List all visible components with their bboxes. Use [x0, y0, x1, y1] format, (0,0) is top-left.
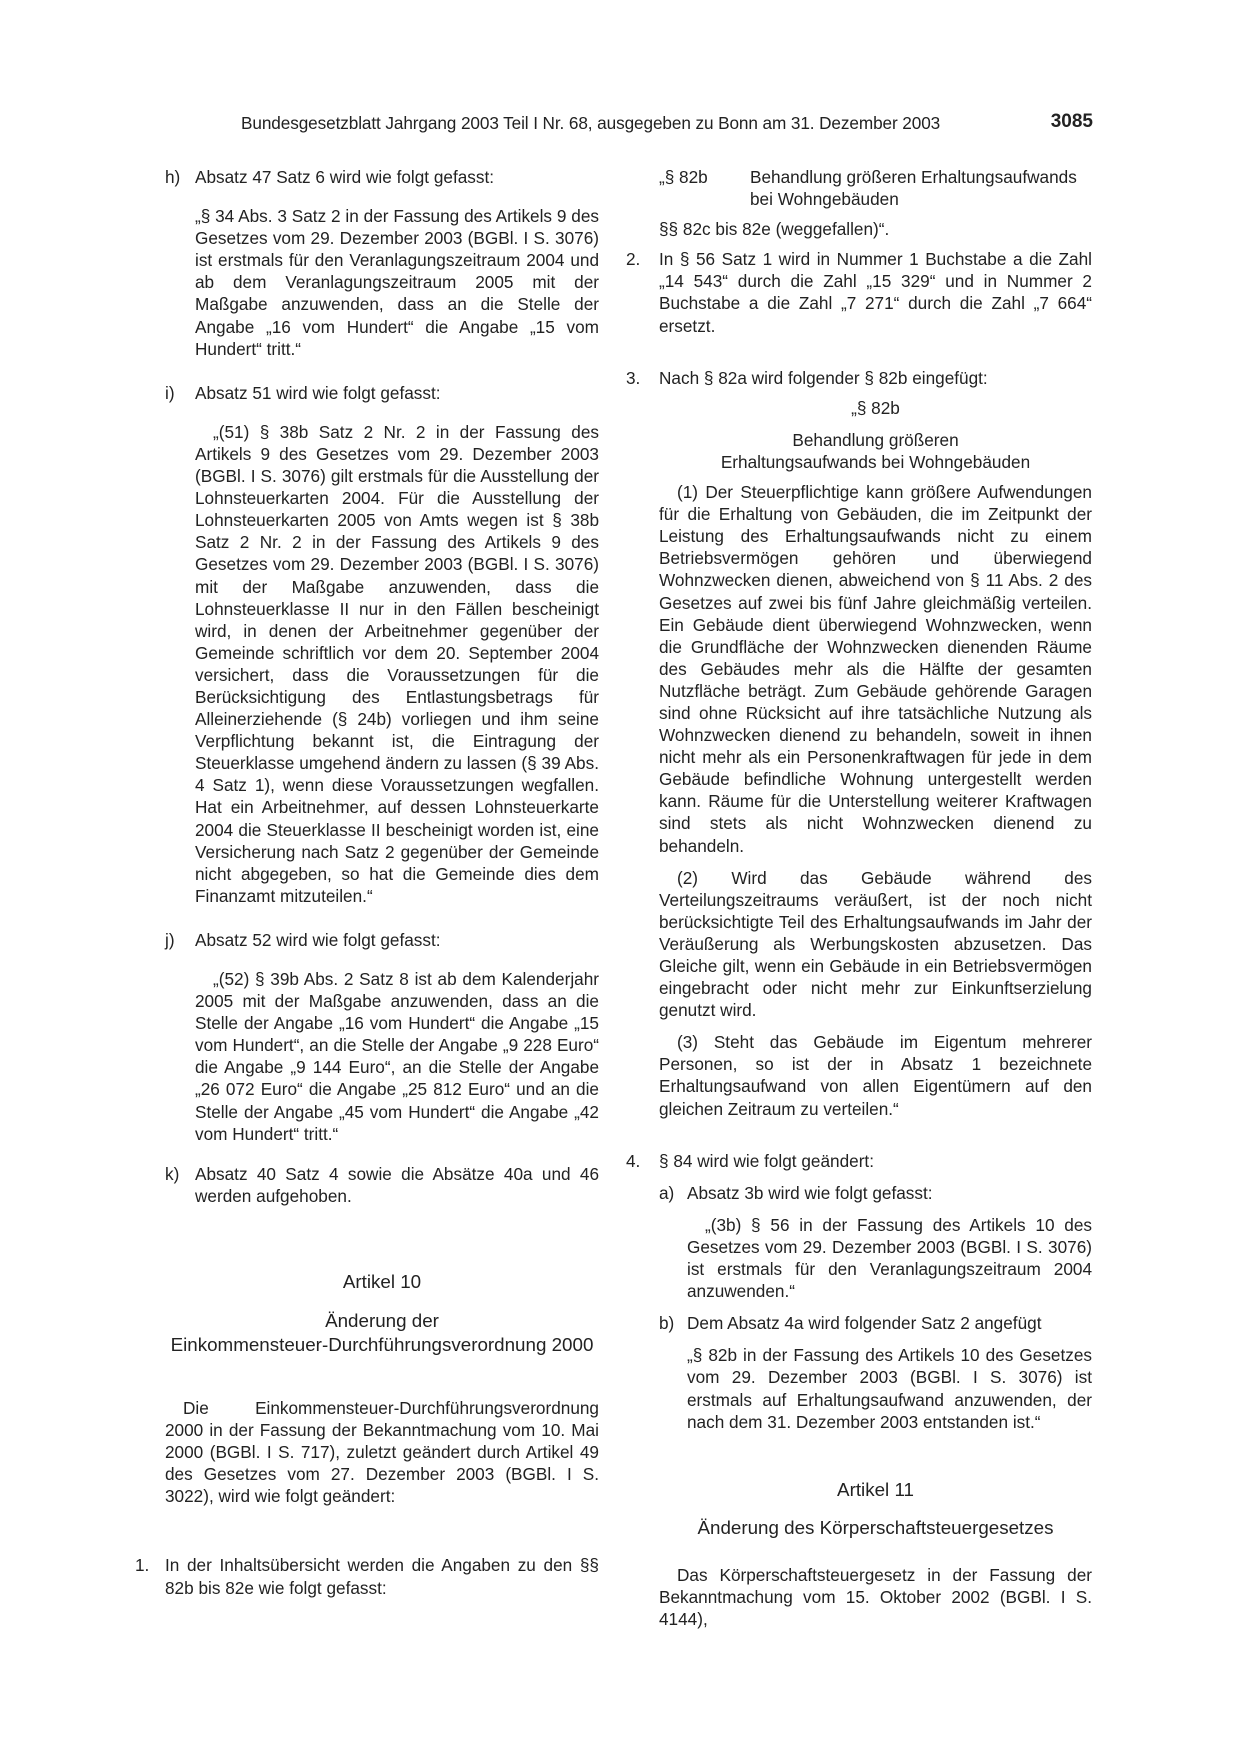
- item-label: k): [165, 1163, 180, 1184]
- section-82b-para-3: (3) Steht das Gebäude im Eigentum mehrerer Personen, so ist der in Absatz 1 bezeichnete Erhaltungsaufwand von allen Eigentümern auf den gleichen Zeitraum zu verteilen.“: [659, 1032, 1092, 1119]
- list-item-i: [165, 382, 599, 404]
- article-11-title: Artikel 11: [837, 1478, 914, 1500]
- toc-paragraph: „§ 82b: [659, 167, 708, 187]
- list-item-k: [165, 1163, 599, 1207]
- item-label: i): [165, 382, 175, 403]
- item-text: In der Inhaltsübersicht werden die Angaben zu den §§ 82b bis 82e wie folgt gefasst:: [165, 1555, 599, 1598]
- item-label: h): [165, 167, 181, 187]
- list-item-3: [626, 367, 1092, 389]
- article-10-subtitle-2: Einkommensteuer-Durchführungsverordnung 2000: [170, 1333, 594, 1355]
- item-text: Nach § 82a wird folgender § 82b eingefügt:: [659, 367, 988, 388]
- quote-j: „(52) § 39b Abs. 2 Satz 8 ist ab dem Kalenderjahr 2005 mit der Maßgabe anzuwenden, dass an die Stelle der Angabe „16 vom Hundert“ die Angabe „15 vom Hundert“, an die Stelle der Angabe „9 228 Euro“ die Angabe „9 144 Euro“, an die Stelle der Angabe „26 072 Euro“ die Angabe „25 812 Euro“ und an die Stelle der Angabe „45 vom Hundert“ die Angabe „42 vom Hundert“ tritt.“: [195, 969, 599, 1144]
- list-item-h: [165, 166, 599, 188]
- page-number: 3085: [1050, 111, 1093, 132]
- toc-description: Behandlung größeren Erhaltungsaufwands bei Wohngebäuden: [750, 167, 1077, 210]
- item-text: § 84 wird wie folgt geändert:: [659, 1150, 874, 1171]
- item-text: Dem Absatz 4a wird folgender Satz 2 angefügt: [687, 1313, 1042, 1334]
- quote-i: „(51) § 38b Satz 2 Nr. 2 in der Fassung des Artikels 9 des Gesetzes vom 29. Dezember 2003 (BGBl. I S. 3076) gilt erstmals für die Ausstellung der Lohnsteuerkarten 2004. Für die Ausstellung der Lohnsteuerkarten 2005 von Amts wegen ist § 38b Satz 2 Nr. 2 in der Fassung des Artikels 9 des Gesetzes vom 29. Dezember 2003 (BGBl. I S. 3076) mit der Maßgabe anzuwenden, dass die Lohnsteuerklasse II nur in den Fällen bescheinigt wird, in denen der Arbeitnehmer gegenüber der Gemeinde schriftlich vor dem 20. September 2004 versichert, dass die Voraussetzungen für die Berücksichtigung des Entlastungsbetrags für Alleinerziehende (§ 24b) vorliegen und ihm seine Verpflichtung bekannt ist, die Eintragung der Steuerklasse umgehend ändern zu lassen (§ 39 Abs. 4 Satz 1), wenn diese Voraussetzungen wegfallen. Hat ein Arbeitnehmer, auf dessen Lohnsteuerkarte 2004 die Steuerklasse II bescheinigt worden ist, eine Versicherung nach Satz 2 gegenüber der Gemeinde nicht abgegeben, so hat die Gemeinde dies dem Finanzamt mitzuteilen.“: [195, 421, 599, 906]
- item-text: In § 56 Satz 1 wird in Nummer 1 Buchstabe a die Zahl „14 543“ durch die Zahl „15 329“ und in Nummer 2 Buchstabe a die Zahl „7 271“ durch die Zahl „7 664“ ersetzt.: [659, 249, 1092, 336]
- item-label: j): [165, 929, 175, 950]
- toc-weggefallen: §§ 82c bis 82e (weggefallen)“.: [659, 219, 890, 240]
- item-text: Absatz 3b wird wie folgt gefasst:: [687, 1182, 933, 1203]
- article-10-title: Artikel 10: [342, 1270, 422, 1292]
- section-82b-subtitle-2: Erhaltungsaufwands bei Wohngebäuden: [720, 451, 1031, 472]
- item-text: Absatz 51 wird wie folgt gefasst:: [195, 382, 441, 403]
- article-10-subtitle-1: Änderung der: [325, 1309, 439, 1331]
- item-label: 3.: [626, 367, 641, 388]
- article-11-intro: Das Körperschaftsteuergesetz in der Fassung der Bekanntmachung vom 15. Oktober 2002 (BGBl. I S. 4144),: [659, 1564, 1092, 1629]
- running-header: [241, 111, 1093, 139]
- article-10-intro: Die Einkommensteuer-Durchführungsverordnung 2000 in der Fassung der Bekanntmachung vom 10. Mai 2000 (BGBl. I S. 717), zuletzt geändert durch Artikel 49 des Gesetzes vom 27. Dezember 2003 (BGBl. I S. 3022), wird wie folgt geändert:: [165, 1397, 599, 1507]
- list-item-1: [135, 1554, 599, 1598]
- list-item-2: [626, 248, 1092, 336]
- item-label: 2.: [626, 249, 641, 270]
- section-82b-subtitle-1: Behandlung größeren: [792, 429, 959, 450]
- item-text: Absatz 40 Satz 4 sowie die Absätze 40a und 46 werden aufgehoben.: [195, 1163, 599, 1206]
- item-text: Absatz 47 Satz 6 wird wie folgt gefasst:: [195, 167, 495, 187]
- quote-4a: „(3b) § 56 in der Fassung des Artikels 10 des Gesetzes vom 29. Dezember 2003 (BGBl. I S. 3076) ist erstmals für den Veranlagungszeitraum 2004 anzuwenden.“: [687, 1214, 1092, 1302]
- item-label: 4.: [626, 1150, 641, 1171]
- section-82b-title: „§ 82b: [851, 397, 900, 418]
- item-label: a): [659, 1182, 675, 1203]
- list-item-4: [626, 1150, 1092, 1172]
- item-label: 1.: [135, 1555, 150, 1576]
- item-text: Absatz 52 wird wie folgt gefasst:: [195, 929, 441, 950]
- item-label: b): [659, 1313, 675, 1334]
- toc-entry-82b: [659, 166, 1092, 210]
- running-title: Bundesgesetzblatt Jahrgang 2003 Teil I Nr. 68, ausgegeben zu Bonn am 31. Dezember 2003: [241, 113, 941, 133]
- article-11-subtitle: Änderung des Körperschaftsteuergesetzes: [697, 1516, 1054, 1538]
- quote-4b: „§ 82b in der Fassung des Artikels 10 des Gesetzes vom 29. Dezember 2003 (BGBl. I S. 3076) ist erstmals auf Erhaltungsaufwand anzuwenden, der nach dem 31. Dezember 2003 entstanden ist.“: [687, 1345, 1092, 1432]
- section-82b-para-2: (2) Wird das Gebäude während des Verteilungszeitraums veräußert, ist der noch nicht berücksichtigte Teil des Erhaltungsaufwands im Jahr der Veräußerung als Werbungskosten abzusetzen. Das Gleiche gilt, wenn ein Gebäude in ein Betriebsvermögen eingebracht oder nicht mehr zur Einkunftserzielung genutzt wird.: [659, 867, 1092, 1021]
- right-column: [626, 166, 1092, 1630]
- left-column: [135, 166, 599, 1599]
- list-item-j: [165, 929, 599, 951]
- list-item-4b: [659, 1312, 1092, 1334]
- section-82b-para-1: (1) Der Steuerpflichtige kann größere Aufwendungen für die Erhaltung von Gebäuden, die im Zeitpunkt der Leistung des Erhaltungsaufwands nicht zu einem Betriebsvermögen gehören und überwiegend Wohnzwecken dienen, abweichend von § 11 Abs. 2 des Gesetzes auf zwei bis fünf Jahre gleichmäßig verteilen. Ein Gebäude dient überwiegend Wohnzwecken, wenn die Grundfläche der Wohnzwecken dienenden Räume des Gebäudes mehr als die Hälfte der gesamten Nutzfläche beträgt. Zum Gebäude gehörende Garagen sind ohne Rücksicht auf ihre tatsächliche Nutzung als Wohnzwecken dienend zu behandeln, soweit in ihnen nicht mehr als ein Personenkraftwagen für jede in dem Gebäude befindliche Wohnung untergestellt werden kann. Räume für die Unterstellung weiterer Kraftwagen sind stets als nicht Wohnzwecken dienend zu behandeln.: [659, 482, 1092, 856]
- quote-h: „§ 34 Abs. 3 Satz 2 in der Fassung des Artikels 9 des Gesetzes vom 29. Dezember 2003 (BGBl. I S. 3076) ist erstmals für den Veranlagungszeitraum 2004 und ab dem Veranlagungszeitraum 2005 mit der Maßgabe anzuwenden, dass an die Stelle der Angabe „16 vom Hundert“ die Angabe „15 vom Hundert“ tritt.“: [195, 206, 599, 359]
- list-item-4a: [659, 1182, 1092, 1204]
